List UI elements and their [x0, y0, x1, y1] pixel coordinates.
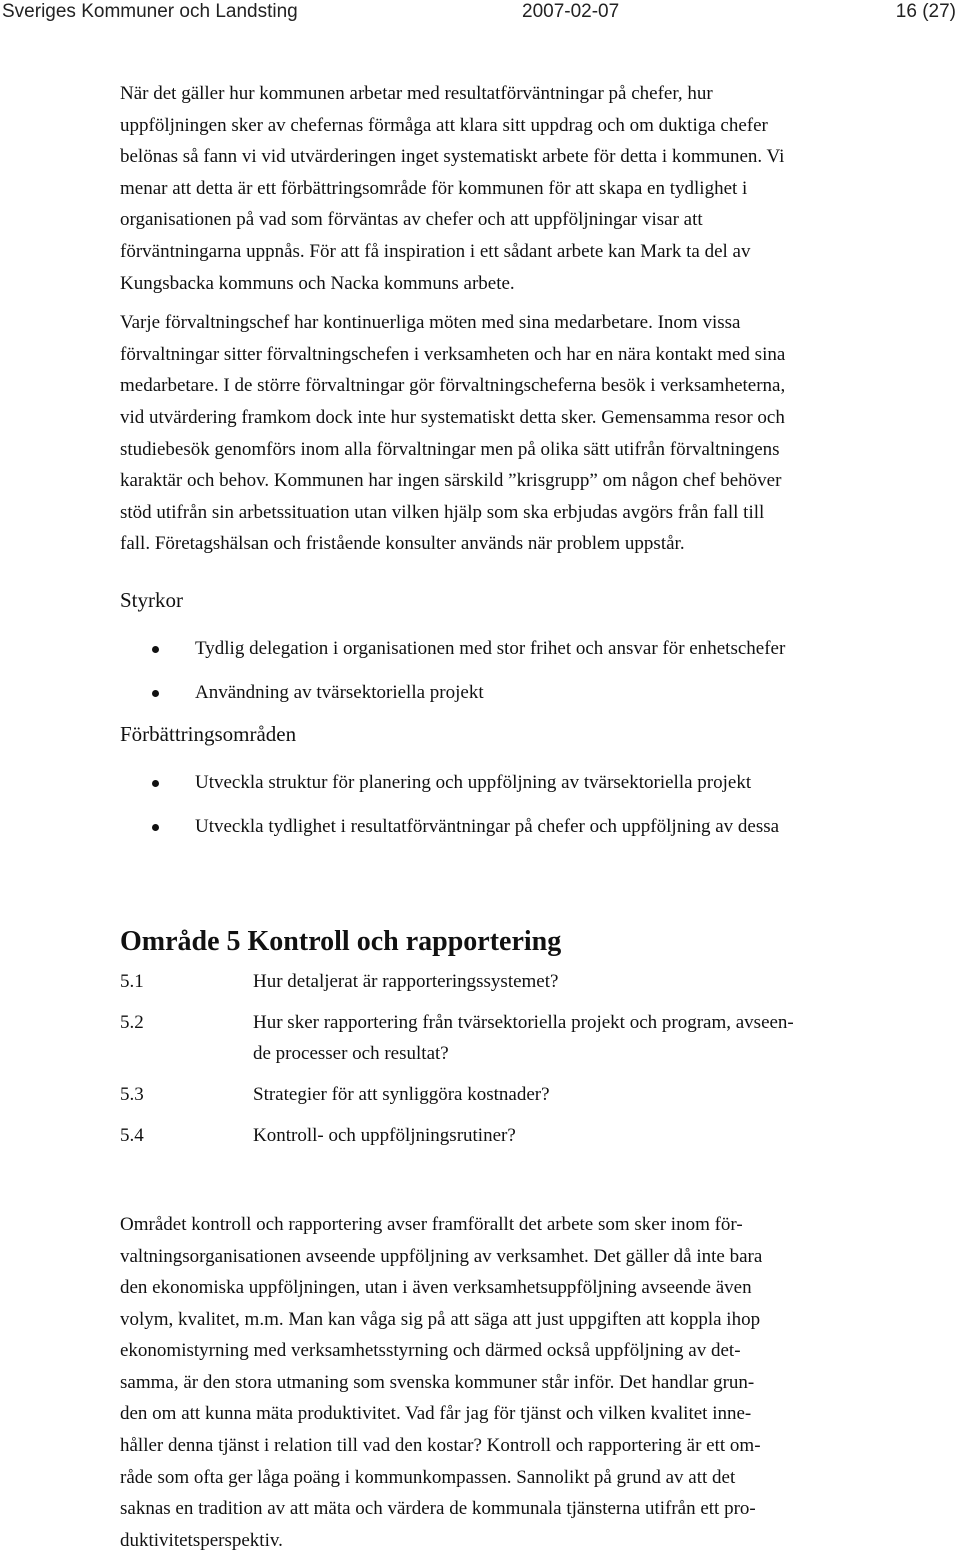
text-line: uppföljningen sker av chefernas förmåga att klara sitt uppdrag och om duktiga chefer	[120, 114, 768, 136]
strengths-list	[120, 634, 910, 708]
text-line: menar att detta är ett förbättringsområde för kommunen för att skapa en tydlighet i	[120, 177, 748, 199]
bullet-icon	[152, 824, 159, 831]
text-line: saknas en tradition av att mäta och värdera de kommunala tjänsterna utifrån ett pro-	[120, 1498, 756, 1520]
question-number: 5.2	[120, 1011, 144, 1033]
text-line: håller denna tjänst i relation till vad den kostar? Kontroll och rapportering är ett om-	[120, 1435, 761, 1457]
question-text: Hur sker rapportering från tvärsektoriella projekt och program, avseen-	[253, 1011, 794, 1033]
section-title: Område 5 Kontroll och rapportering	[120, 925, 562, 957]
question-text: Hur detaljerat är rapporteringssystemet?	[253, 970, 559, 992]
question-item	[120, 1007, 910, 1069]
list-item	[120, 678, 910, 708]
text-line: förvaltningar sitter förvaltningschefen i verksamheten och har en nära kontakt med sina	[120, 343, 786, 365]
question-number: 5.3	[120, 1083, 144, 1105]
text-line: den om att kunna mäta produktivitet. Vad får jag för tjänst och vilken kvalitet inne-	[120, 1403, 752, 1425]
text-line: Kungsbacka kommuns och Nacka kommuns arbete.	[120, 272, 515, 294]
text-line: organisationen på vad som förväntas av chefer och att uppföljningar visar att	[120, 209, 703, 231]
list-item	[120, 634, 910, 664]
text-line: fall. Företagshälsan och fristående konsulter används när problem uppstår.	[120, 533, 685, 555]
list-item	[120, 812, 910, 842]
text-line: förväntningarna uppnås. För att få inspiration i ett sådant arbete kan Mark ta del av	[120, 240, 751, 262]
question-item	[120, 1079, 910, 1110]
bullet-icon	[152, 690, 159, 697]
strengths-heading: Styrkor	[120, 587, 183, 612]
text-line: vid utvärdering framkom dock inte hur systematiskt detta sker. Gemensamma resor och	[120, 406, 785, 428]
question-item	[120, 966, 910, 997]
list-item-text: Utveckla struktur för planering och uppföljning av tvärsektoriella projekt	[195, 771, 752, 793]
text-line: medarbetare. I de större förvaltningar gör förvaltningscheferna besök i verksamheterna,	[120, 375, 786, 397]
text-line: stöd utifrån sin arbetssituation utan vilken hjälp som ska erbjudas avgörs från fall till	[120, 501, 765, 523]
question-text: Kontroll- och uppföljningsrutiner?	[253, 1124, 516, 1146]
list-item-text: Utveckla tydlighet i resultatförväntningar på chefer och uppföljning av dessa	[195, 815, 780, 837]
text-line: valtningsorganisationen avseende uppföljning av verksamhet. Det gäller då inte bara	[120, 1245, 763, 1267]
text-line: volym, kvalitet, m.m. Man kan våga sig på att säga att just uppgiften att koppla ihop	[120, 1308, 761, 1330]
question-number: 5.1	[120, 970, 144, 992]
text-line: När det gäller hur kommunen arbetar med resultatförväntningar på chefer, hur	[120, 83, 713, 104]
list-item-text: Tydlig delegation i organisationen med stor frihet och ansvar för enhetschefer	[195, 637, 786, 659]
bullet-icon	[152, 780, 159, 787]
question-text: de processer och resultat?	[253, 1042, 449, 1064]
header-page-number: 16 (27)	[895, 1, 956, 22]
text-line: karaktär och behov. Kommunen har ingen särskild ”krisgrupp” om någon chef behöver	[120, 470, 782, 492]
text-line: Varje förvaltningschef har kontinuerliga möten med sina medarbetare. Inom vissa	[120, 312, 741, 334]
improvements-list	[120, 768, 910, 842]
improvements-heading: Förbättringsområden	[120, 721, 297, 746]
question-number: 5.4	[120, 1124, 144, 1146]
question-text: Strategier för att synliggöra kostnader?	[253, 1083, 550, 1105]
text-line: belönas så fann vi vid utvärderingen inget systematiskt arbete för detta i kommunen. Vi	[120, 146, 785, 168]
page-header	[0, 0, 960, 24]
bullet-icon	[152, 646, 159, 653]
document-body	[120, 78, 910, 1556]
list-item-text: Användning av tvärsektoriella projekt	[195, 681, 484, 703]
paragraph-control-reporting	[120, 1209, 910, 1556]
question-item	[120, 1120, 910, 1151]
text-line: duktivitetsperspektiv.	[120, 1529, 283, 1551]
header-date: 2007-02-07	[522, 1, 620, 22]
paragraph-meetings	[120, 307, 910, 560]
text-line: ekonomistyrning med verksamhetsstyrning och därmed också uppföljning av det-	[120, 1340, 741, 1362]
text-line: samma, är den stora utmaning som svenska kommuner står inför. Det handlar grun-	[120, 1371, 755, 1393]
text-line: råde som ofta ger låga poäng i kommunkompassen. Sannolikt på grund av att det	[120, 1466, 736, 1488]
list-item	[120, 768, 910, 798]
text-line: Området kontroll och rapportering avser framförallt det arbete som sker inom för-	[120, 1213, 743, 1235]
text-line: den ekonomiska uppföljningen, utan i även verksamhetsuppföljning avseende även	[120, 1277, 752, 1299]
text-line: studiebesök genomförs inom alla förvaltningar men på olika sätt utifrån förvaltningens	[120, 438, 780, 460]
paragraph-chef-expectations	[120, 78, 910, 299]
header-organization: Sveriges Kommuner och Landsting	[2, 1, 298, 22]
question-list	[120, 966, 910, 1151]
